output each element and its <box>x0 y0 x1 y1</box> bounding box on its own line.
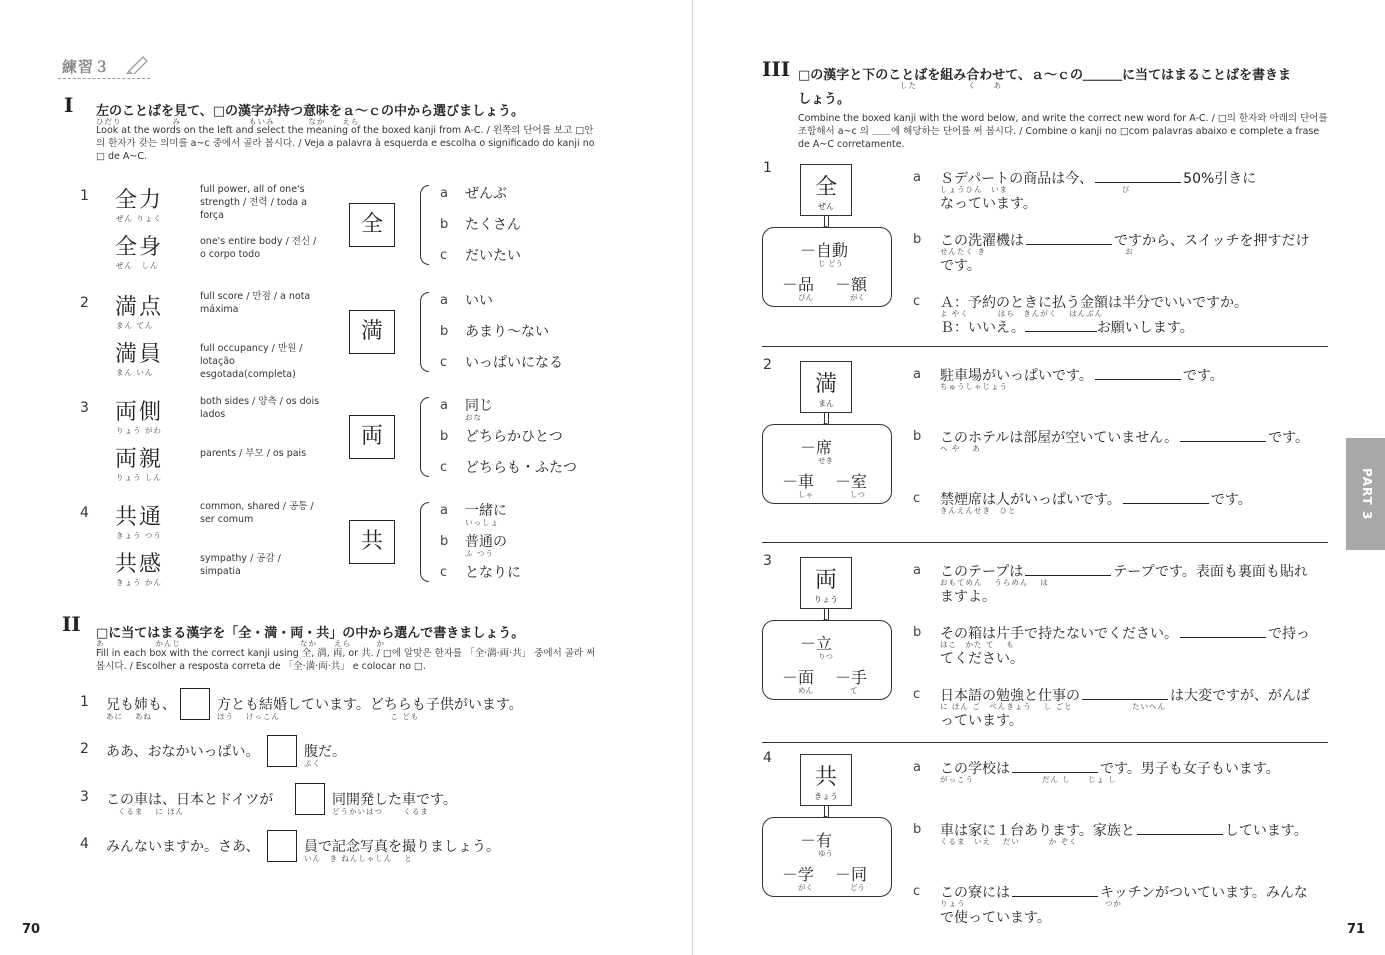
sentence-a-reading: しょうひん いま び <box>940 185 1131 194</box>
boxed-kanji: 満 <box>349 310 395 354</box>
word-2-reading: きょう かん <box>116 578 162 587</box>
option-c: どちらも・ふたつ <box>465 460 577 476</box>
answer-blank[interactable] <box>1137 822 1223 835</box>
sentence-c-part2: Ｂ：いいえ。 <box>940 320 1025 336</box>
option-letter-b: b <box>440 534 449 549</box>
group-kanji: 満 <box>814 372 837 397</box>
option-brace <box>420 292 429 372</box>
sentence-b-part2: で持っ <box>1268 626 1310 642</box>
group-kanji-box <box>800 557 852 609</box>
sentence-b-part3: です。 <box>940 258 981 274</box>
option-b: あまり～ない <box>465 324 549 340</box>
sentence-c-line2 <box>940 317 1194 337</box>
word-2: 全身 <box>115 235 164 260</box>
sentence-c-part1: この寮には <box>940 885 1010 901</box>
option-letter-a: a <box>440 398 448 413</box>
option-letter-b: b <box>913 232 922 247</box>
question-number: 2 <box>80 741 89 757</box>
section1-translation: Look at the words on the left and select the meaning of the boxed kanji from A-C. / 왼쪽의 단어를 보고 □안의 한자가 갖는 의미를 a~c 중에서 골라 봅시다. / Veja a palavra à esquerda e escolha o significado do kanji no □ de A~C. <box>96 125 595 162</box>
sentence-c-part3: で使っています。 <box>940 910 1051 926</box>
boxed-kanji: 共 <box>349 520 395 564</box>
item-number: 3 <box>80 400 89 416</box>
page-gutter <box>692 0 693 955</box>
sentence-a-part1: 駐車場がいっぱいです。 <box>940 368 1093 384</box>
sentence-b-reading: くるま いえ だい か ぞく <box>940 837 1078 846</box>
sentence-b-reading: せんたく き お <box>940 247 1134 256</box>
combo-word-3-reading: しつ <box>850 490 865 499</box>
sentence-b-part1: この洗濯機は <box>940 233 1024 249</box>
option-letter-b: b <box>440 217 449 232</box>
option-brace <box>420 185 429 265</box>
sentence-c-part1: 日本語の勉強と仕事の <box>940 688 1080 704</box>
answer-box[interactable] <box>295 783 325 815</box>
option-a: ぜんぶ <box>465 186 507 202</box>
option-letter-c: c <box>440 460 448 475</box>
sentence-a-line2 <box>940 586 996 606</box>
group-kanji-box <box>800 361 852 413</box>
sentence-a-reading: がっこう だん し じょ し <box>940 775 1117 784</box>
combo-word-2: －学 <box>782 865 815 884</box>
group-kanji-box <box>800 754 852 806</box>
section-roman-3: III <box>762 57 791 81</box>
option-b-reading: ふ つう <box>465 549 494 558</box>
group-kanji-reading: まん <box>818 399 834 408</box>
word-2-meaning: parents / 부모 / os pais <box>200 448 307 459</box>
combo-word-3-reading: どう <box>850 883 865 892</box>
sentence-c-part2: は大変ですが、がんば <box>1170 688 1310 704</box>
group-kanji-reading: きょう <box>814 792 838 801</box>
sentence-b-part3: てください。 <box>940 651 1024 667</box>
sentence-b-part1: その箱は片手で持たないでください。 <box>940 626 1178 642</box>
answer-blank[interactable] <box>1012 884 1098 897</box>
combo-word-2: －面 <box>782 668 815 687</box>
question-suffix: 腹だ。 <box>304 744 346 760</box>
option-letter-c: c <box>440 248 448 263</box>
answer-box[interactable] <box>267 735 297 767</box>
page-number-left: 70 <box>22 922 41 937</box>
option-letter-c: c <box>913 884 921 899</box>
answer-blank[interactable] <box>1180 429 1266 442</box>
sentence-b-part2: しています。 <box>1224 823 1308 839</box>
option-letter-c: c <box>913 294 921 309</box>
group-kanji: 全 <box>814 175 837 200</box>
sentence-c-part3: お願いします。 <box>1096 320 1194 336</box>
word-2: 両親 <box>115 447 164 472</box>
connector-line <box>824 608 829 620</box>
word-2-reading: ぜん しん <box>116 261 159 270</box>
combo-word-2: －品 <box>782 275 815 294</box>
word-2: 満員 <box>115 342 164 367</box>
word-1-reading: きょう つう <box>116 531 162 540</box>
combo-word-3: －額 <box>835 275 868 294</box>
option-a: 同じ <box>465 398 493 414</box>
sentence-c-part1: Ａ：予約のときに払う金額は半分でいいですか。 <box>940 295 1248 311</box>
combo-word-1-reading: ゆう <box>818 849 833 858</box>
sentence-c-part2: キッチンがついています。みんな <box>1100 885 1308 901</box>
part-tab[interactable] <box>1346 438 1385 550</box>
boxed-kanji: 全 <box>349 203 395 247</box>
combo-word-3: －同 <box>835 865 868 884</box>
word-2-meaning: sympathy / 공감 / simpatia <box>200 553 281 577</box>
suffix-reading: ぷく <box>304 759 321 768</box>
option-letter-c: c <box>913 491 921 506</box>
answer-blank[interactable] <box>1025 563 1111 576</box>
group-number: 1 <box>763 160 772 176</box>
option-brace <box>420 397 429 477</box>
group-divider <box>762 346 1328 347</box>
option-letter-b: b <box>913 822 922 837</box>
suffix-reading: いん き ねんしゃしん と <box>304 854 413 863</box>
combo-word-3-reading: て <box>850 686 858 695</box>
section3-instruction-line2: しょう。 <box>798 92 851 107</box>
sentence-b-part2: です。 <box>1268 430 1310 446</box>
word-1-reading: まん てん <box>116 321 154 330</box>
answer-blank[interactable] <box>1095 367 1181 380</box>
combo-word-2-reading: ぴん <box>798 293 813 302</box>
word-1-meaning: full score / 만점 / a nota máxima <box>200 291 311 315</box>
word-2: 共感 <box>115 552 164 577</box>
connector-line <box>824 412 829 424</box>
item-number: 2 <box>80 295 89 311</box>
group-number: 4 <box>763 750 772 766</box>
sentence-a-part2: です。 <box>1182 368 1224 384</box>
answer-blank[interactable] <box>1012 760 1098 773</box>
group-kanji-reading: ぜん <box>818 202 834 211</box>
sentence-a-part1: この学校は <box>940 761 1010 777</box>
prefix-reading: あに あね <box>106 712 152 721</box>
word-2-meaning: one's entire body / 전신 / o corpo todo <box>200 236 317 260</box>
combo-word-1-reading: りつ <box>818 652 833 661</box>
option-brace <box>420 502 429 582</box>
sentence-c-reading: きんえんせき ひと <box>940 506 1017 515</box>
option-letter-b: b <box>440 324 449 339</box>
sentence-c-part2: です。 <box>1210 492 1252 508</box>
option-c: となりに <box>465 565 521 581</box>
group-kanji-reading: りょう <box>814 595 838 604</box>
section1-instruction: 左のことばを見て、□の漢字が持つ意味をａ～ｃの中から選びましょう。 <box>96 104 525 119</box>
option-c: いっぱいになる <box>465 355 563 371</box>
option-letter-c: c <box>913 687 921 702</box>
sentence-a-part2: です。男子も女子もいます。 <box>1100 761 1280 777</box>
question-prefix: 兄も姉も、 <box>106 697 176 713</box>
option-a-reading: おな <box>465 413 482 422</box>
group-number: 3 <box>763 553 772 569</box>
sentence-c-reading: に ほん ご べんきょう し ごと たいへん <box>940 702 1167 711</box>
option-letter-a: a <box>440 503 448 518</box>
option-letter-a: a <box>913 563 921 578</box>
sentence-a-line2 <box>940 193 1037 213</box>
option-letter-a: a <box>440 186 448 201</box>
sentence-c-line2 <box>940 710 1023 730</box>
boxed-kanji: 両 <box>349 415 395 459</box>
option-c: だいたい <box>465 248 521 264</box>
combo-word-1-reading: じ どう <box>818 259 843 268</box>
sentence-a-reading: おもてめん うらめん は <box>940 578 1049 587</box>
sentence-a-part3: なっています。 <box>940 196 1037 212</box>
option-a-reading: いっしょ <box>465 518 499 527</box>
sentence-a-reading: ちゅうしゃじょう <box>940 382 1008 391</box>
answer-box[interactable] <box>180 688 210 720</box>
group-number: 2 <box>763 357 772 373</box>
label-underline <box>58 78 150 79</box>
word-1: 共通 <box>115 505 164 530</box>
exercise-label-text: 練習３ <box>62 58 111 76</box>
combo-word-3: －手 <box>835 668 868 687</box>
option-letter-b: b <box>913 429 922 444</box>
sentence-a-part2: 50%引きに <box>1183 171 1257 187</box>
question-suffix: 員で記念写真を撮りましょう。 <box>304 839 500 855</box>
exercise-label <box>62 56 154 82</box>
word-1: 全力 <box>115 188 164 213</box>
group-divider <box>762 542 1328 543</box>
sentence-c-line2 <box>940 907 1051 927</box>
question-prefix: みんないますか。さあ、 <box>106 839 260 855</box>
answer-blank[interactable] <box>1123 491 1209 504</box>
option-a: 一緒に <box>465 503 507 519</box>
section2-instruction: □に当てはまる漢字を「全・満・両・共」の中から選んで書きましょう。 <box>96 626 525 641</box>
sentence-b-line1 <box>940 427 1309 447</box>
word-1-meaning: both sides / 양측 / os dois lados <box>200 396 320 420</box>
word-2-reading: まん いん <box>116 368 154 377</box>
sentence-b-line2 <box>940 648 1024 668</box>
option-b: 普通の <box>465 534 507 550</box>
option-letter-c: c <box>440 355 448 370</box>
sentence-b-reading: へ や あ <box>940 444 981 453</box>
sentence-a-part1: このテープは <box>940 564 1024 580</box>
question-prefix: この車は、日本とドイツが <box>106 792 274 808</box>
sentence-c-reading: よ やく はら きんがく はんぶん <box>940 309 1104 318</box>
word-1: 両側 <box>115 400 164 425</box>
pencil-icon <box>126 54 150 78</box>
combo-word-3: －室 <box>835 472 868 491</box>
connector-line <box>824 805 829 817</box>
section2-translation: Fill in each box with the correct kanji using 全, 満, 両, or 共. / □에 알맞은 한자를 「全·満·両·共」 중에서 골라 써 봅시다. / Escolher a resposta correta de 「全·満·両·共」 e colocar no □. <box>96 648 596 672</box>
question-number: 3 <box>80 789 89 805</box>
option-b: たくさん <box>465 217 521 233</box>
group-kanji-box <box>800 164 852 216</box>
option-letter-a: a <box>913 367 921 382</box>
combo-word-2-reading: がく <box>798 883 813 892</box>
group-kanji: 両 <box>814 568 837 593</box>
combo-word-1: －自動 <box>800 241 849 260</box>
question-prefix: ああ、おなかいっぱい。 <box>106 744 260 760</box>
answer-blank[interactable] <box>1095 170 1181 183</box>
sentence-a-part2: テープです。表面も裏面も貼れ <box>1113 564 1308 580</box>
word-1-reading: りょう がわ <box>116 426 162 435</box>
answer-box[interactable] <box>267 830 297 862</box>
item-number: 4 <box>80 505 89 521</box>
option-a: いい <box>465 293 493 309</box>
prefix-reading: くるま に ほん <box>106 807 185 816</box>
option-letter-b: b <box>913 625 922 640</box>
section3-instruction-line1: □の漢字と下のことばを組み合わせて、ａ～ｃの＿＿＿に当てはまることばを書きま <box>798 68 1292 83</box>
combo-word-1: －立 <box>800 634 833 653</box>
combo-word-2: －車 <box>782 472 815 491</box>
part-tab-label: PART 3 <box>1360 468 1374 521</box>
combo-word-3-reading: がく <box>850 293 865 302</box>
combo-word-2-reading: しゃ <box>798 490 813 499</box>
sentence-c-part1: 禁煙席は人がいっぱいです。 <box>940 492 1121 508</box>
group-kanji: 共 <box>814 765 837 790</box>
option-b: どちらかひとつ <box>465 429 563 445</box>
word-1-reading: ぜん りょく <box>116 214 162 223</box>
page-number-right: 71 <box>1347 922 1366 937</box>
suffix-reading: どうかいはつ くるま <box>332 807 429 816</box>
option-letter-b: b <box>440 429 449 444</box>
answer-blank[interactable] <box>1082 687 1168 700</box>
option-letter-a: a <box>913 170 921 185</box>
answer-blank[interactable] <box>1025 319 1097 332</box>
answer-blank[interactable] <box>1026 232 1112 245</box>
question-number: 1 <box>80 694 89 710</box>
sentence-c-part3: っています。 <box>940 713 1023 729</box>
sentence-b-reading: はこ かた て も <box>940 640 1015 649</box>
word-1-meaning: common, shared / 공통 / ser comum <box>200 501 314 525</box>
option-letter-a: a <box>440 293 448 308</box>
sentence-c-reading: りょう つか <box>940 899 1122 908</box>
sentence-a-part1: Ｓデパートの商品は今、 <box>940 171 1094 187</box>
combo-word-1: －有 <box>800 831 833 850</box>
word-1: 満点 <box>115 295 164 320</box>
question-number: 4 <box>80 836 89 852</box>
word-2-meaning: full occupancy / 만원 / lotação esgotada(completa) <box>200 343 303 380</box>
section-roman-1: I <box>64 93 74 117</box>
option-letter-a: a <box>913 760 921 775</box>
question-suffix: 同開発した車です。 <box>332 792 457 808</box>
sentence-b-part1: このホテルは部屋が空いていません。 <box>940 430 1179 446</box>
word-2-reading: りょう しん <box>116 473 162 482</box>
combo-word-2-reading: めん <box>798 686 813 695</box>
section3-furigana: した く あ <box>900 81 1002 90</box>
combo-word-1-reading: せき <box>818 456 833 465</box>
sentence-a-part3: ますよ。 <box>940 589 996 605</box>
section3-translation: Combine the boxed kanji with the word below, and write the correct new word for A-C. / □의 한자와 아래의 단어를 조합해서 a~c 의 ＿＿에 해당하는 단어를 써 봅시다. / Combine o kanji no □com palavras abaixo e complete a frase de A~C corretamente. <box>798 113 1328 150</box>
connector-line <box>824 215 829 227</box>
question-suffix: 方とも結婚しています。どちらも子供がいます。 <box>217 697 523 713</box>
answer-blank[interactable] <box>1180 625 1266 638</box>
section1-furigana: ひだり み もいみ なか えら <box>96 117 360 126</box>
suffix-reading: ほう けっこん こ ども <box>217 712 420 721</box>
sentence-b-line2 <box>940 255 981 275</box>
sentence-b-part1: 車は家に１台あります。家族と <box>940 823 1135 839</box>
word-1-meaning: full power, all of one's strength / 전력 / toda a força <box>200 184 308 221</box>
option-letter-c: c <box>440 565 448 580</box>
group-divider <box>762 742 1328 743</box>
item-number: 1 <box>80 188 89 204</box>
section2-furigana: あ かんじ なか えら か <box>96 639 385 648</box>
section-roman-2: II <box>62 612 81 636</box>
combo-word-1: －席 <box>800 438 833 457</box>
sentence-b-part2: ですから、スイッチを押すだけ <box>1114 233 1310 249</box>
